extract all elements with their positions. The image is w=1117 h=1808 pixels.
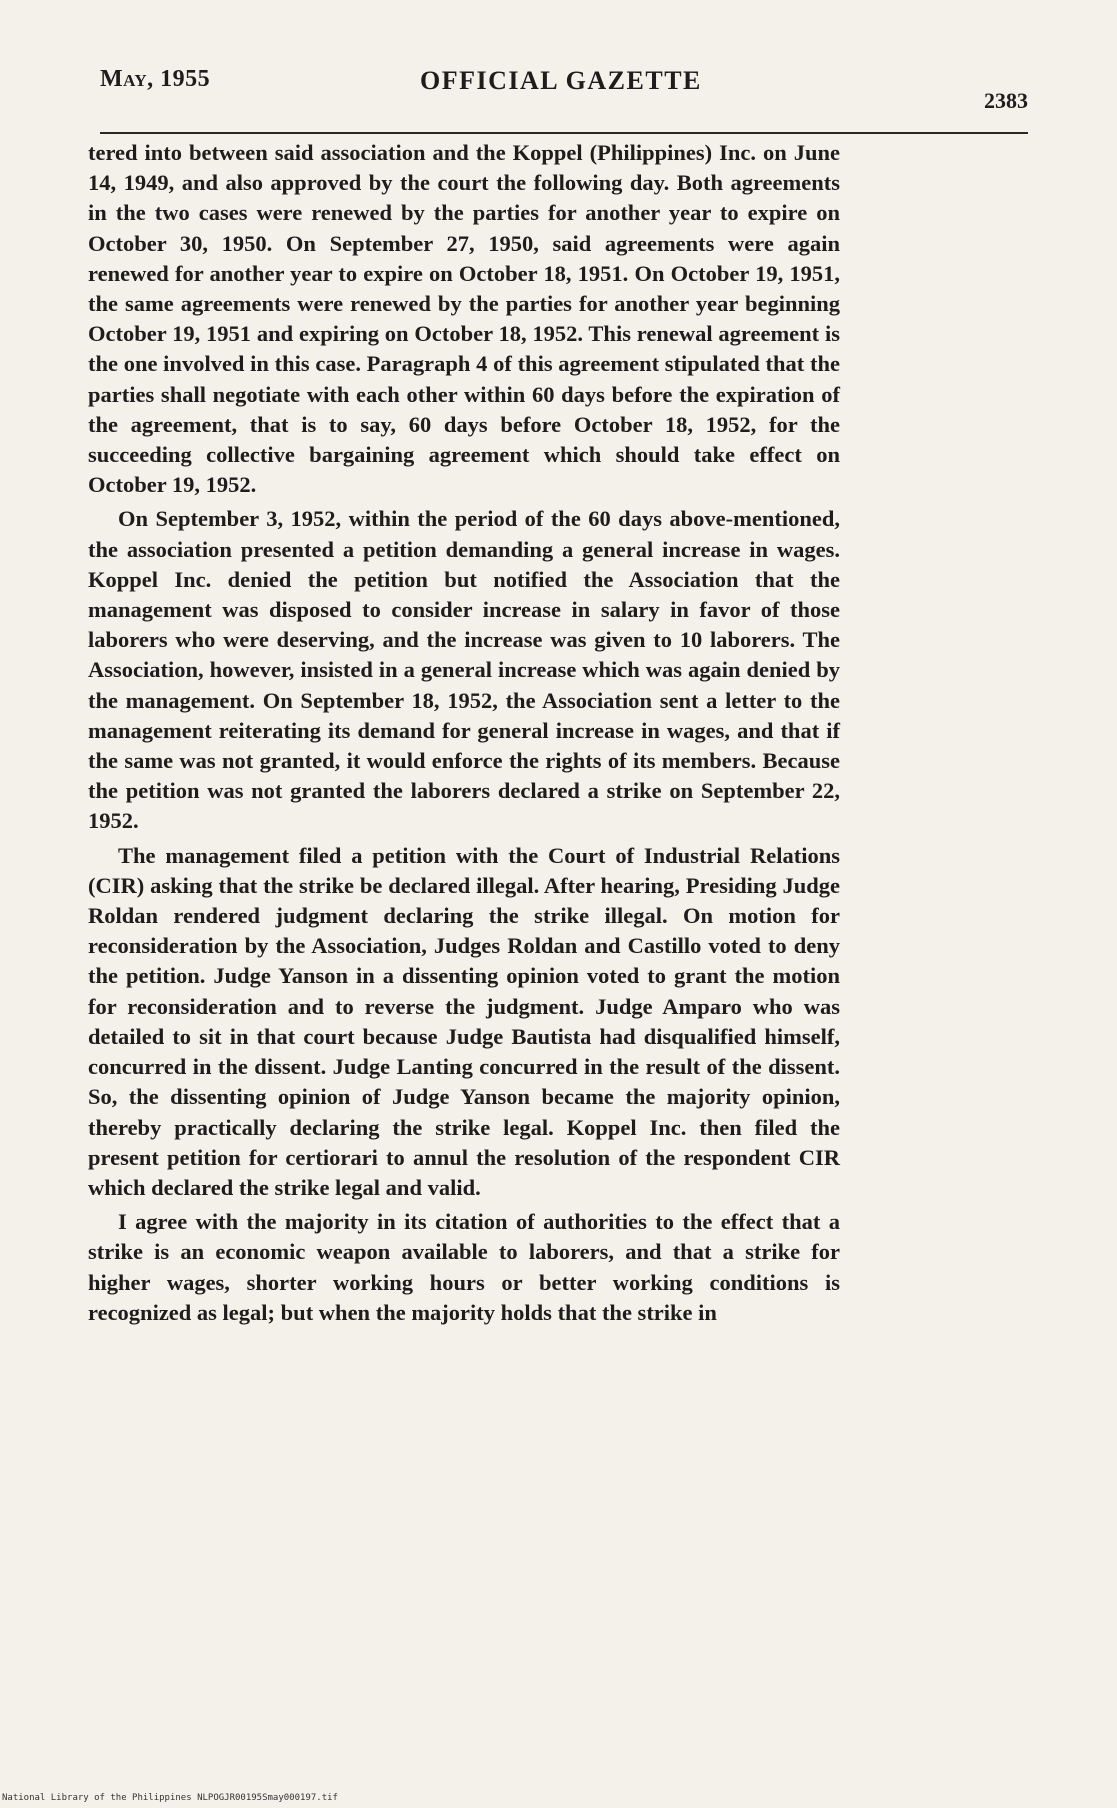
page-number: 2383: [984, 88, 1028, 113]
paragraph-4: I agree with the majority in its citation of authorities to the effect that a strike is an economic weapon available to laborers, and that a strike for higher wages, shorter working hours or better working conditions is recognized as legal; but when the majority holds that the strike in: [88, 1209, 840, 1325]
paragraph-1: tered into between said association and the Koppel (Philippines) Inc. on June 14, 1949, and also approved by the court the following day. Both agreements in the two cases were renewed by the parties for another year to expire on October 30, 1950. On September 27, 1950, said agreements were again renewed for another year to expire on October 18, 1951. On October 19, 1951, the same agreements were renewed by the parties for another year beginning October 19, 1951 and expiring on October 18, 1952. This renewal agreement is the one involved in this case. Paragraph 4 of this agreement stipulated that the parties shall negotiate with each other within 60 days before the expiration of the agreement, that is to say, 60 days before October 18, 1952, for the succeeding collective bargaining agreement which should take effect on October 19, 1952.: [88, 140, 840, 498]
page-header: [100, 66, 1028, 113]
article-body: [88, 138, 840, 1328]
paragraph-3: The management filed a petition with the Court of Industrial Relations (CIR) asking that the strike be declared illegal. After hearing, Presiding Judge Roldan rendered judgment declaring the strike illegal. On motion for reconsideration by the Association, Judges Roldan and Castillo voted to deny the petition. Judge Yanson in a dissenting opinion voted to grant the motion for reconsideration and to reverse the judgment. Judge Amparo who was detailed to sit in that court because Judge Bautista had disqualified himself, concurred in the dissent. Judge Lanting concurred in the result of the dissent. So, the dissenting opinion of Judge Yanson became the majority opinion, thereby practically declaring the strike legal. Koppel Inc. then filed the present petition for certiorari to annul the resolution of the respondent CIR which declared the strike legal and valid.: [88, 842, 840, 1200]
scan-footer: National Library of the Philippines NLPOGJR00195Smay000197.tif: [2, 1793, 338, 1803]
header-rule: [100, 132, 1028, 134]
paragraph-2: On September 3, 1952, within the period of the 60 days above-mentioned, the association presented a petition demanding a general increase in wages. Koppel Inc. denied the petition but notified the Association that the management was disposed to consider increase in salary in favor of those laborers who were deserving, and the increase was given to 10 laborers. The Association, however, insisted in a general increase which was again denied by the management. On September 18, 1952, the Association sent a letter to the management reiterating its demand for general increase in wages, and that if the same was not granted, it would enforce the rights of its members. Because the petition was not granted the laborers declared a strike on September 22, 1952.: [88, 506, 840, 834]
publication-title: OFFICIAL GAZETTE: [420, 66, 702, 95]
issue-date: May, 1955: [100, 66, 211, 92]
